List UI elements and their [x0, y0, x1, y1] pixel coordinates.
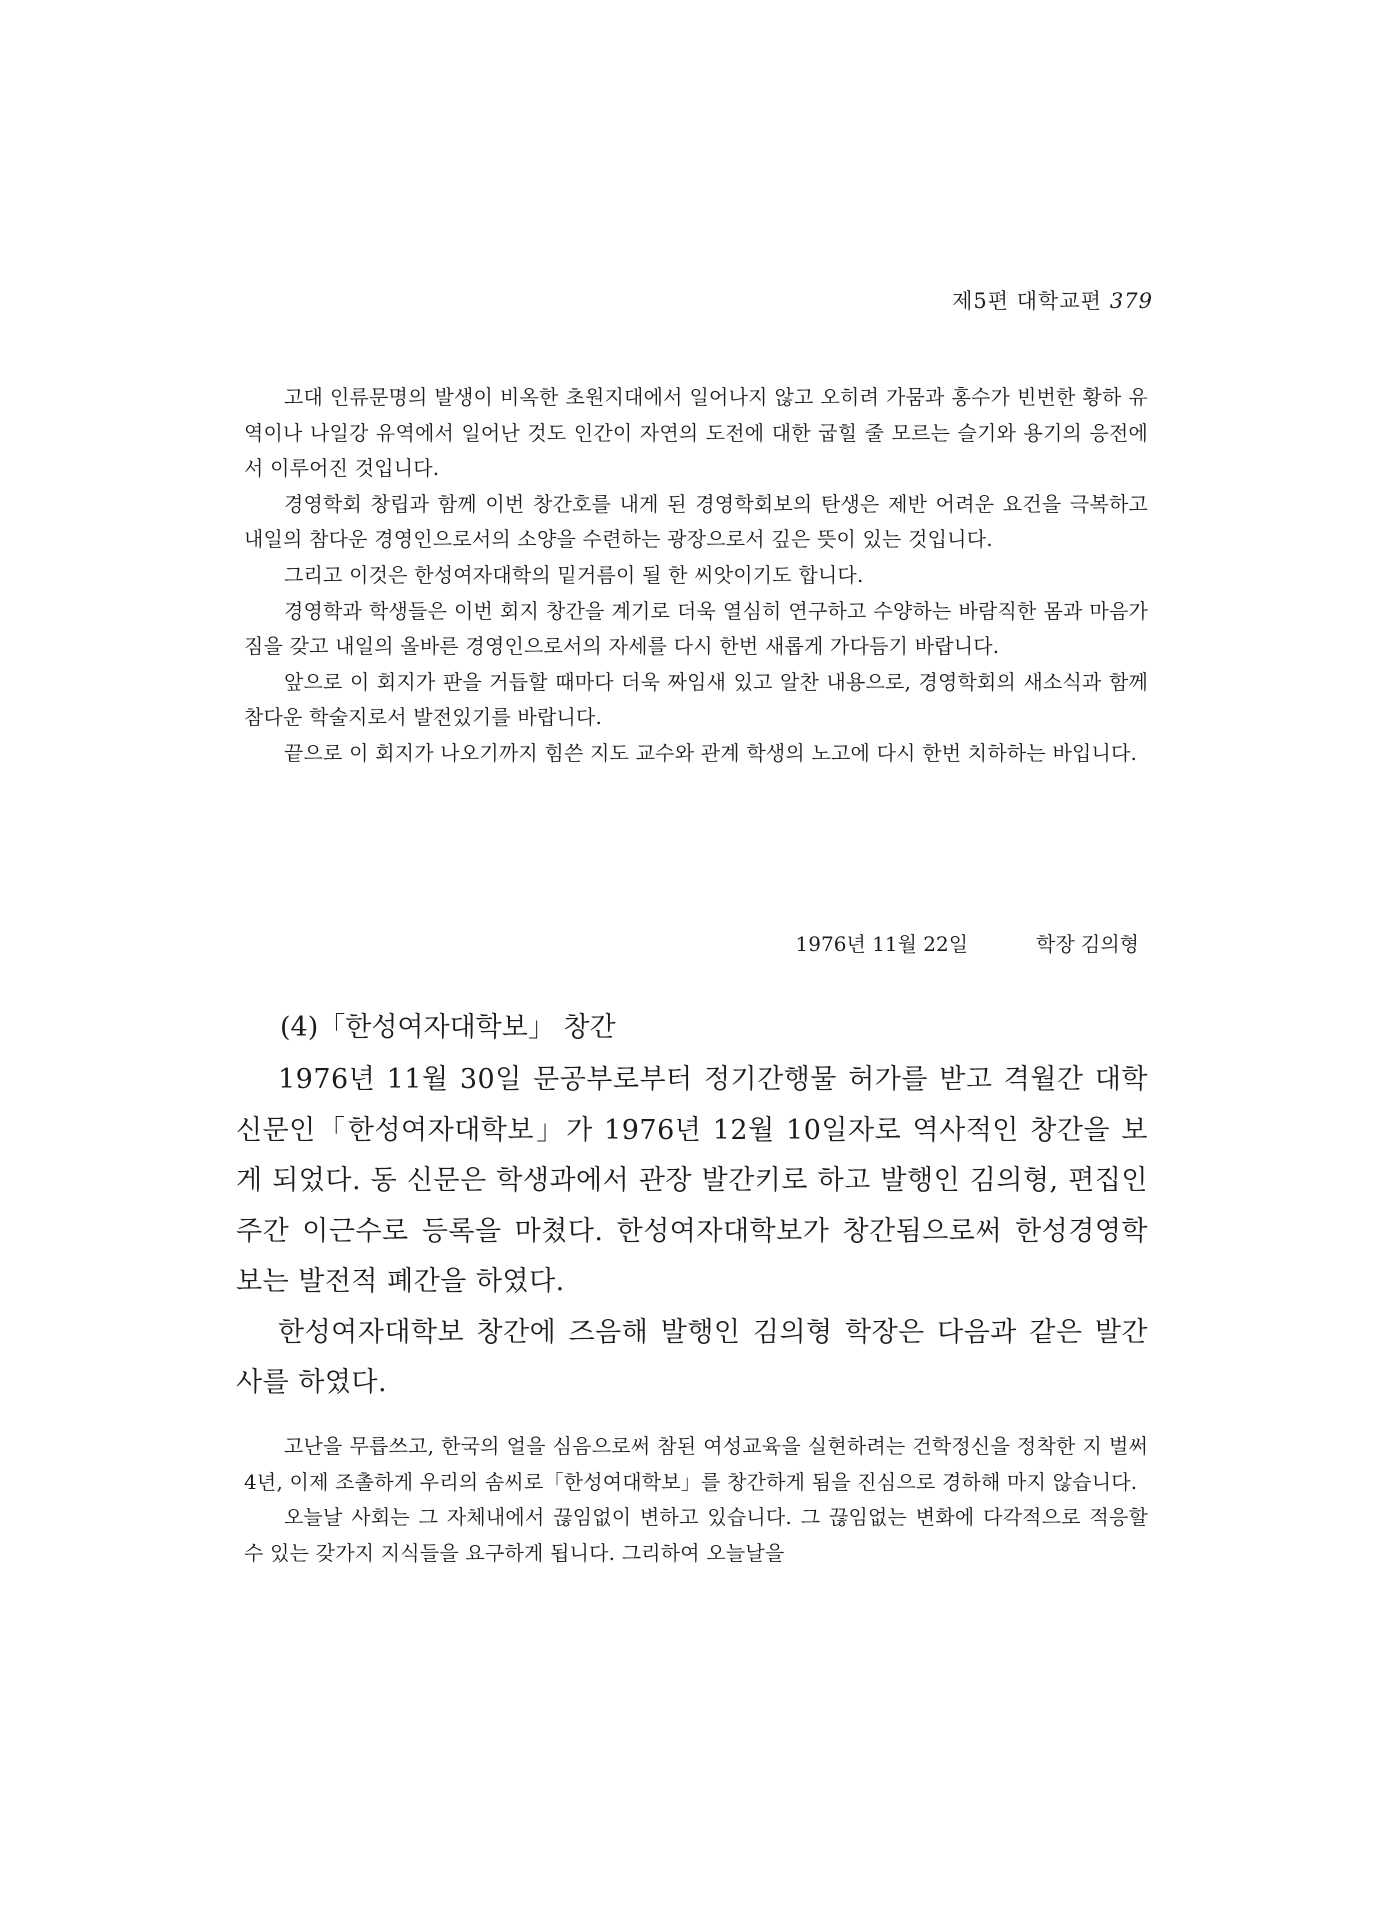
inaugural-paragraph: 끝으로 이 회지가 나오기까지 힘쓴 지도 교수와 관계 학생의 노고에 다시 한번 치하하는 바입니다.: [284, 740, 1138, 765]
inaugural-paragraph: 앞으로 이 회지가 판을 거듭할 때마다 더욱 짜임새 있고 알찬 내용으로, 경영학회의 새소식과 함께 참다운 학술지로서 발전있기를 바랍니다.: [244, 669, 1148, 730]
signature-name: 학장 김의형: [1036, 932, 1139, 956]
publication-paragraph: 오늘날 사회는 그 자체내에서 끊임없이 변하고 있습니다. 그 끊임없는 변화에 다각적으로 적응할 수 있는 갖가지 지식들을 요구하게 됩니다. 그리하여 오늘날을: [244, 1505, 1148, 1565]
section-body: [236, 1055, 1148, 1409]
inaugural-message: [244, 380, 1148, 772]
section-heading: (4)「한성여자대학보」 창간: [280, 1012, 616, 1043]
publication-message: [244, 1429, 1148, 1571]
signature-date: 1976년 11월 22일: [795, 932, 969, 956]
body-paragraph: 한성여자대학보 창간에 즈음해 발행인 김의형 학장은 다음과 같은 발간사를 하였다.: [236, 1316, 1148, 1398]
chapter-title: 제5편 대학교편: [952, 289, 1102, 313]
inaugural-paragraph: 경영학회 창립과 함께 이번 창간호를 내게 된 경영학회보의 탄생은 제반 어려운 요건을 극복하고 내일의 참다운 경영인으로서의 소양을 수련하는 광장으로서 깊은 뜻이 있는 것입니다.: [244, 491, 1148, 552]
inaugural-paragraph: 그리고 이것은 한성여자대학의 밑거름이 될 한 씨앗이기도 합니다.: [284, 562, 864, 587]
inaugural-paragraph: 경영학과 학생들은 이번 회지 창간을 계기로 더욱 열심히 연구하고 수양하는 바람직한 몸과 마음가짐을 갖고 내일의 올바른 경영인으로서의 자세를 다시 한번 새롭게 가다듬기 바랍니다.: [244, 598, 1148, 659]
inaugural-paragraph: 고대 인류문명의 발생이 비옥한 초원지대에서 일어나지 않고 오히려 가뭄과 홍수가 빈번한 황하 유역이나 나일강 유역에서 일어난 것도 인간이 자연의 도전에 대한 굽힐 줄 모르는 슬기와 용기의 응전에서 이루어진 것입니다.: [244, 385, 1148, 481]
signature-line: [796, 928, 1139, 957]
body-paragraph: 1976년 11월 30일 문공부로부터 정기간행물 허가를 받고 격월간 대학신문인「한성여자대학보」가 1976년 12월 10일자로 역사적인 창간을 보게 되었다. 동 신문은 학생과에서 관장 발간키로 하고 발행인 김의형, 편집인 주간 이근수로 등록을 마쳤다. 한성여자대학보가 창간됨으로써 한성경영학보는 발전적 폐간을 하였다.: [236, 1064, 1148, 1297]
publication-paragraph: 고난을 무릅쓰고, 한국의 얼을 심음으로써 참된 여성교육을 실현하려는 건학정신을 정착한 지 벌써 4년, 이제 조촐하게 우리의 솜씨로「한성여대학보」를 창간하게 됨을 진심으로 경하해 마지 않습니다.: [244, 1434, 1148, 1494]
page-number: 379: [1109, 289, 1153, 313]
running-header: [952, 285, 1153, 315]
